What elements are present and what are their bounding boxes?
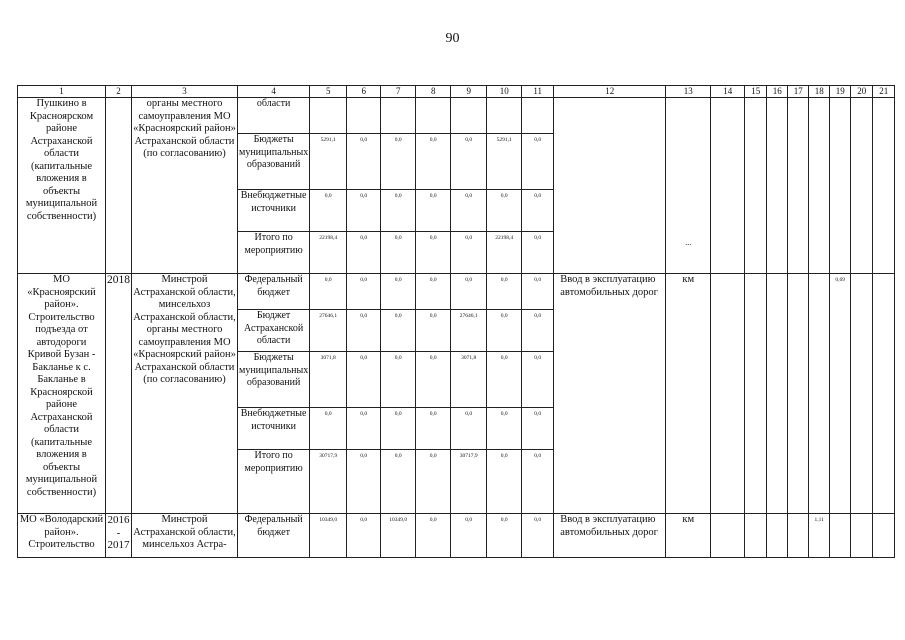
empty-cell xyxy=(788,98,809,274)
table-row xyxy=(18,274,895,310)
empty-cell xyxy=(851,514,873,558)
empty-cell xyxy=(745,98,767,274)
measure-executor: органы местного самоуправления МО «Красноярский район» Астраханской области (по согласованию) xyxy=(132,98,238,274)
empty-cell xyxy=(711,98,745,274)
column-header: 10 xyxy=(487,86,522,98)
value-cell: 0,0 xyxy=(416,274,451,310)
funding-source: Внебюджетные источники xyxy=(238,190,310,232)
value-cell: 0,0 xyxy=(451,190,487,232)
column-header: 15 xyxy=(745,86,767,98)
value-cell: 27646,1 xyxy=(310,310,347,352)
value-cell xyxy=(347,98,381,134)
value-cell: 0,0 xyxy=(381,274,416,310)
funding-source: Бюджеты муниципальных образований xyxy=(238,134,310,190)
measure-name: МО «Красноярский район». Строительство подъезда от автодороги Кривой Бузан - Бакланье к с. Бакланье в Красноярской районе Астраханской области (капитальные вложения в объекты муниципальной собственности) xyxy=(18,274,106,514)
value-cell: 0,0 xyxy=(347,134,381,190)
value-cell: 0,0 xyxy=(310,408,347,450)
empty-cell xyxy=(745,274,767,514)
value-cell: 5291,1 xyxy=(487,134,522,190)
value-cell: 0,0 xyxy=(487,352,522,408)
measure-name: Пушкино в Красноярском районе Астраханской области (капитальные вложения в объекты муниципальной собственности) xyxy=(18,98,106,274)
value-cell: 0,0 xyxy=(451,232,487,274)
value-cell: 0,0 xyxy=(347,190,381,232)
value-cell: 27646,1 xyxy=(451,310,487,352)
funding-source: Бюджеты муниципальных образований xyxy=(238,352,310,408)
measure-name: МО «Володарский район». Строительство xyxy=(18,514,106,558)
program-table xyxy=(17,85,895,558)
unit-cell: ... xyxy=(666,98,711,274)
measure-executor: Минстрой Астраханской области, минсельхоз Астраханской области, органы местного самоуправления МО «Красноярский район» Астраханской области (по согласованию) xyxy=(132,274,238,514)
value-cell: 3071,8 xyxy=(310,352,347,408)
value-cell: 0,0 xyxy=(381,352,416,408)
table-header-row xyxy=(18,86,895,98)
value-cell: 0,0 xyxy=(522,408,554,450)
value-cell: 0,0 xyxy=(451,274,487,310)
value-cell xyxy=(381,98,416,134)
value-cell: 0,69 xyxy=(830,274,851,514)
value-cell: 0,0 xyxy=(381,232,416,274)
value-cell: 0,0 xyxy=(416,232,451,274)
empty-cell xyxy=(788,274,809,514)
column-header: 13 xyxy=(666,86,711,98)
value-cell: 3071,8 xyxy=(451,352,487,408)
value-cell: 0,0 xyxy=(381,310,416,352)
value-cell: 0,0 xyxy=(487,514,522,558)
value-cell: 0,0 xyxy=(416,310,451,352)
empty-cell xyxy=(851,274,873,514)
column-header: 6 xyxy=(347,86,381,98)
column-header: 2 xyxy=(106,86,132,98)
value-cell: 0,0 xyxy=(416,190,451,232)
value-cell: 0,0 xyxy=(347,514,381,558)
unit-cell: км xyxy=(666,514,711,558)
page-number: 90 xyxy=(445,31,460,46)
empty-cell xyxy=(873,98,895,274)
value-cell: 10349,0 xyxy=(310,514,347,558)
value-cell: 0,0 xyxy=(451,408,487,450)
column-header: 4 xyxy=(238,86,310,98)
empty-cell xyxy=(711,514,745,558)
column-header: 9 xyxy=(451,86,487,98)
value-cell: 0,0 xyxy=(522,274,554,310)
value-cell xyxy=(416,98,451,134)
column-header: 3 xyxy=(132,86,238,98)
value-cell: 0,0 xyxy=(347,352,381,408)
empty-cell xyxy=(851,98,873,274)
empty-cell xyxy=(809,98,830,274)
column-header: 14 xyxy=(711,86,745,98)
value-cell xyxy=(522,98,554,134)
column-header: 20 xyxy=(851,86,873,98)
value-cell: 0,0 xyxy=(347,274,381,310)
value-cell: 1,11 xyxy=(809,514,830,558)
column-header: 1 xyxy=(18,86,106,98)
measure-year: 2018 xyxy=(106,274,132,514)
measure-year xyxy=(106,98,132,274)
column-header: 11 xyxy=(522,86,554,98)
value-cell: 0,0 xyxy=(487,450,522,514)
value-cell xyxy=(487,98,522,134)
empty-cell xyxy=(767,98,788,274)
column-header: 16 xyxy=(767,86,788,98)
empty-cell xyxy=(830,98,851,274)
empty-cell xyxy=(767,274,788,514)
value-cell: 0,0 xyxy=(522,352,554,408)
empty-cell xyxy=(767,514,788,558)
value-cell: 0,0 xyxy=(416,514,451,558)
column-header: 21 xyxy=(873,86,895,98)
measure-year: 2016 - 2017 xyxy=(106,514,132,558)
value-cell: 0,0 xyxy=(522,450,554,514)
value-cell: 5291,1 xyxy=(310,134,347,190)
indicator-cell xyxy=(554,98,666,274)
funding-source: Внебюджетные источники xyxy=(238,408,310,450)
column-header: 12 xyxy=(554,86,666,98)
table-row xyxy=(18,98,895,134)
value-cell: 30717,9 xyxy=(310,450,347,514)
value-cell: 0,0 xyxy=(381,190,416,232)
empty-cell xyxy=(809,274,830,514)
value-cell: 0,0 xyxy=(487,274,522,310)
value-cell: 0,0 xyxy=(347,450,381,514)
value-cell: 22198,4 xyxy=(487,232,522,274)
value-cell: 0,0 xyxy=(487,310,522,352)
funding-source: Итого по мероприятию xyxy=(238,232,310,274)
funding-source: Итого по мероприятию xyxy=(238,450,310,514)
value-cell: 0,0 xyxy=(522,310,554,352)
empty-cell xyxy=(830,514,851,558)
value-cell: 0,0 xyxy=(310,190,347,232)
value-cell: 0,0 xyxy=(416,134,451,190)
value-cell: 0,0 xyxy=(522,134,554,190)
table-row xyxy=(18,514,895,558)
funding-source: Бюджет Астраханской области xyxy=(238,310,310,352)
value-cell: 0,0 xyxy=(381,134,416,190)
measure-executor: Минстрой Астраханской области, минсельхоз Астра- xyxy=(132,514,238,558)
value-cell: 10349,0 xyxy=(381,514,416,558)
value-cell: 0,0 xyxy=(522,514,554,558)
value-cell xyxy=(310,98,347,134)
column-header: 8 xyxy=(416,86,451,98)
value-cell: 0,0 xyxy=(310,274,347,310)
value-cell: 0,0 xyxy=(487,408,522,450)
empty-cell xyxy=(788,514,809,558)
value-cell: 0,0 xyxy=(347,408,381,450)
value-cell: 0,0 xyxy=(347,232,381,274)
empty-cell xyxy=(711,274,745,514)
value-cell: 0,0 xyxy=(416,352,451,408)
value-cell xyxy=(451,98,487,134)
column-header: 7 xyxy=(381,86,416,98)
value-cell: 0,0 xyxy=(381,408,416,450)
value-cell: 0,0 xyxy=(416,450,451,514)
value-cell: 22198,4 xyxy=(310,232,347,274)
value-cell: 0,0 xyxy=(416,408,451,450)
value-cell: 0,0 xyxy=(381,450,416,514)
unit-cell: км xyxy=(666,274,711,514)
indicator-cell: Ввод в эксплуатацию автомобильных дорог xyxy=(554,274,666,514)
value-cell: 0,0 xyxy=(522,232,554,274)
indicator-cell: Ввод в эксплуатацию автомобильных дорог xyxy=(554,514,666,558)
value-cell: 0,0 xyxy=(451,514,487,558)
value-cell: 0,0 xyxy=(451,134,487,190)
empty-cell xyxy=(873,274,895,514)
value-cell: 0,0 xyxy=(487,190,522,232)
value-cell: 30717,9 xyxy=(451,450,487,514)
column-header: 19 xyxy=(830,86,851,98)
funding-source: Федеральный бюджет xyxy=(238,274,310,310)
column-header: 18 xyxy=(809,86,830,98)
value-cell: 0,0 xyxy=(347,310,381,352)
funding-source: области xyxy=(238,98,310,134)
column-header: 5 xyxy=(310,86,347,98)
empty-cell xyxy=(873,514,895,558)
funding-source: Федеральный бюджет xyxy=(238,514,310,558)
empty-cell xyxy=(745,514,767,558)
value-cell: 0,0 xyxy=(522,190,554,232)
column-header: 17 xyxy=(788,86,809,98)
